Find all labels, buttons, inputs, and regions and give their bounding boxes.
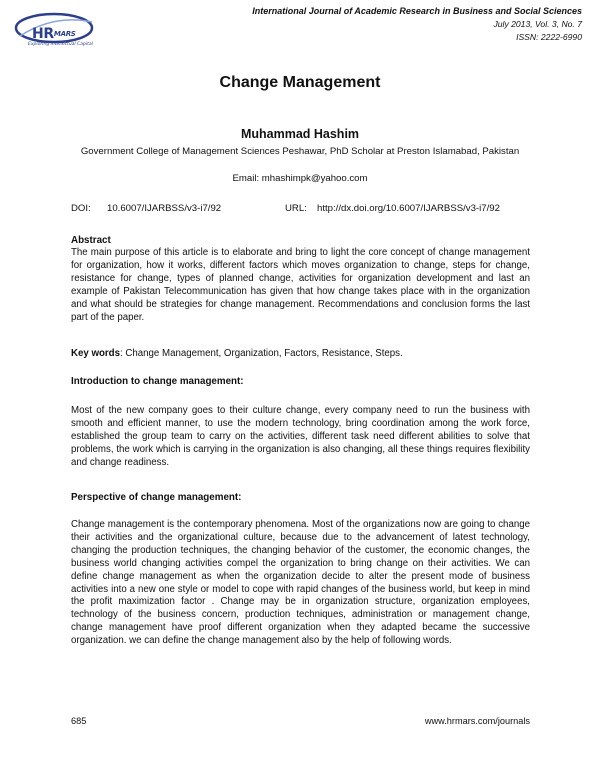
logo-brand: HR — [32, 26, 54, 42]
author-affiliation: Government College of Management Sciences Peshawar, PhD Scholar at Preston Islamabad, Pakistan — [80, 146, 520, 157]
author-email: Email: mhashimpk@yahoo.com — [232, 173, 368, 184]
keywords — [71, 348, 530, 361]
introduction-heading: Introduction to change management: — [71, 376, 244, 387]
journal-issn: ISSN: 2222-6990 — [516, 32, 582, 42]
keywords-text: : Change Management, Organization, Factors, Resistance, Steps. — [120, 348, 403, 359]
url-label: URL: — [285, 203, 307, 214]
keywords-label: Key words — [71, 348, 120, 359]
journal-name: International Journal of Academic Research in Business and Social Sciences — [252, 6, 582, 16]
abstract-text: The main purpose of this article is to elaborate and bring to light the core concept of change management for organization, how it works, different factors which moves organization to change, steps for change, resistance for change, types of planned change, activities for organization development and last an example of Pakistan Telecommunication has given that how change takes place with in the organization and what should be strategies for change management. Recommendations and conclusion forms the last part of the paper. — [71, 247, 530, 323]
perspective-heading: Perspective of change management: — [71, 492, 242, 503]
logo-tagline: Exploring Intellectual Capital — [28, 42, 93, 47]
perspective-text: Change management is the contemporary phenomena. Most of the organizations now are going to change their activities and the organizational culture, because due to the advancement of latest technology, changing the production techniques, the changing behavior of the customer, the economic changes, the business world changing activities compel the organization to bring change on their activities. We can define change management as when the organization decide to alter the present mode of business activities into a new one style or model to cope with rapid changes of the business world, but keep in mind the profit maximization factor . Change may be in organization structure, organization employees, technology of the business concern, production techniques, administration or management change, change management have proof different organization when they adapted became the successive organization. we can define the change management also by the help of following words. — [71, 519, 530, 647]
paper-title: Change Management — [219, 74, 381, 91]
journal-issue: July 2013, Vol. 3, No. 7 — [493, 19, 582, 29]
introduction-text: Most of the new company goes to their culture change, every company need to run the business with smooth and efficient manner, to use the modern technology, bring coordination among the work force, established the group team to carry on the activities, different task need different abilities to solve that problems, the work which is carrying in the organization is also changing, all these things requires flexibility and change readiness. — [71, 405, 530, 468]
paper-author: Muhammad Hashim — [240, 127, 360, 141]
footer-site-link[interactable]: www.hrmars.com/journals — [424, 716, 530, 726]
logo-wordmark — [32, 26, 76, 42]
doi-link[interactable]: 10.6007/IJARBSS/v3-i7/92 — [107, 203, 222, 214]
logo-brand-suffix: MARS — [53, 30, 76, 38]
abstract-heading: Abstract — [71, 235, 111, 246]
hrmars-logo — [12, 10, 96, 46]
page-number: 685 — [71, 716, 87, 726]
doi-label: DOI: — [71, 203, 91, 214]
journal-header — [252, 5, 582, 44]
url-link[interactable]: http://dx.doi.org/10.6007/IJARBSS/v3-i7/92 — [317, 203, 500, 214]
